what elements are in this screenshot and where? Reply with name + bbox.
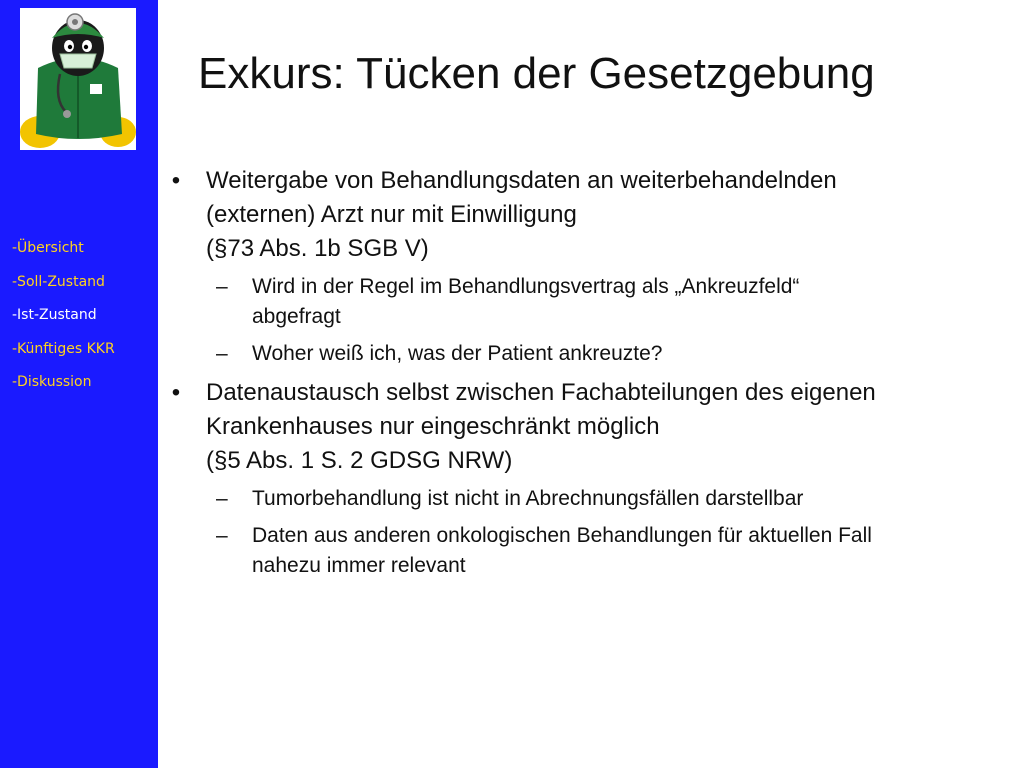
bullet-line: (§73 Abs. 1b SGB V) <box>206 235 429 262</box>
bullet-line: (externen) Arzt nur mit Einwilligung <box>206 201 577 228</box>
doctor-penguin-icon <box>20 8 136 150</box>
bullet-line: Krankenhauses nur eingeschränkt möglich <box>206 413 660 440</box>
sidebar <box>0 0 158 768</box>
sub-bullet-line: nahezu immer relevant <box>252 554 466 577</box>
nav-item-ist-zustand[interactable]: -Ist-Zustand <box>12 307 97 323</box>
slide-title: Exkurs: Tücken der Gesetzgebung <box>198 49 875 98</box>
nav-item-diskussion[interactable]: -Diskussion <box>12 374 92 390</box>
sub-bullet-line: Woher weiß ich, was der Patient ankreuzte? <box>252 342 663 365</box>
bullet-marker: • <box>171 167 181 194</box>
sub-bullet-line: Tumorbehandlung ist nicht in Abrechnungsfällen darstellbar <box>252 487 804 510</box>
bullet-item <box>166 164 1016 266</box>
sub-bullet-marker: – <box>216 342 228 365</box>
section-navigation <box>12 232 158 400</box>
bullet-line: (§5 Abs. 1 S. 2 GDSG NRW) <box>206 447 513 474</box>
slide-content <box>166 164 1016 588</box>
sub-bullet-item <box>166 339 1016 369</box>
sub-bullet-line: Daten aus anderen onkologischen Behandlungen für aktuellen Fall <box>252 524 872 547</box>
nav-item-soll-zustand[interactable]: -Soll-Zustand <box>12 273 105 290</box>
sub-bullet-item <box>166 272 1016 332</box>
sub-bullet-marker: – <box>216 487 228 510</box>
bullet-marker: • <box>171 379 181 406</box>
sub-bullet-item <box>166 521 1016 581</box>
nav-item-uebersicht[interactable]: -Übersicht <box>12 240 84 256</box>
sub-bullet-line: abgefragt <box>252 305 341 328</box>
bullet-item <box>166 376 1016 478</box>
sub-bullet-item <box>166 484 1016 514</box>
sub-bullet-marker: – <box>216 524 228 547</box>
bullet-line: Weitergabe von Behandlungsdaten an weiterbehandelnden <box>206 167 837 194</box>
nav-item-kuenftiges-kkr[interactable]: -Künftiges KKR <box>12 340 115 357</box>
sub-bullet-marker: – <box>216 275 228 298</box>
bullet-line: Datenaustausch selbst zwischen Fachabteilungen des eigenen <box>206 379 876 406</box>
sub-bullet-line: Wird in der Regel im Behandlungsvertrag als „Ankreuzfeld“ <box>252 275 800 298</box>
